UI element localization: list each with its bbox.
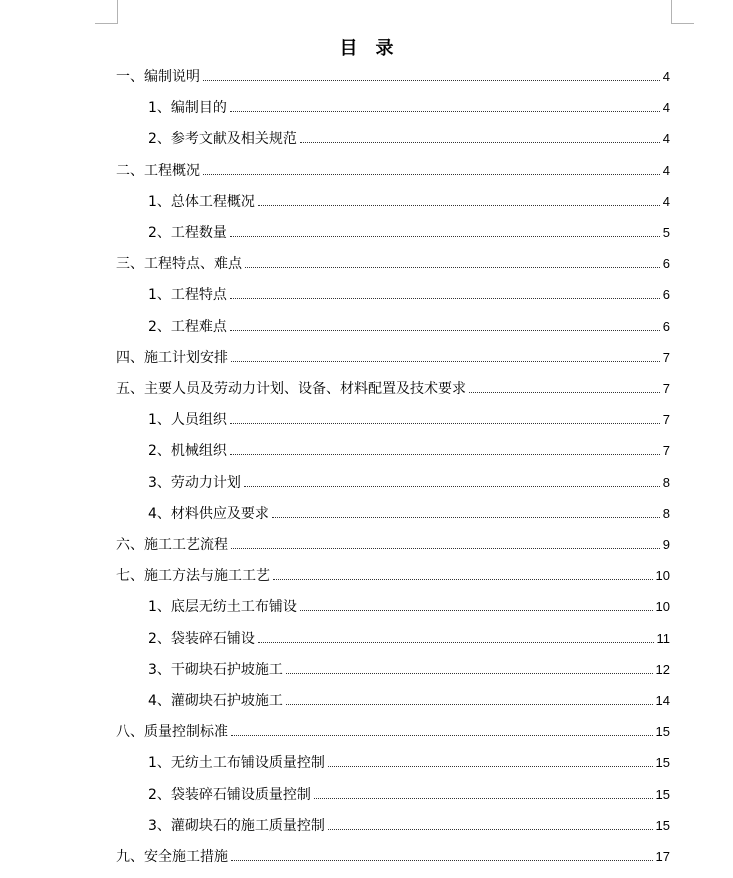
toc-entry-page: 17 bbox=[655, 849, 670, 864]
toc-dot-leader bbox=[300, 129, 660, 143]
toc-entry-page: 10 bbox=[655, 599, 670, 615]
toc-entry[interactable] bbox=[148, 317, 670, 348]
toc-entry-label: 2、工程数量 bbox=[148, 225, 227, 241]
toc-entry-label: 2、工程难点 bbox=[148, 318, 227, 335]
toc-entry-label: 3、灌砌块石的施工质量控制 bbox=[148, 817, 325, 834]
toc-entry-page: 7 bbox=[662, 381, 670, 396]
toc-entry-label: 4、灌砌块石护坡施工 bbox=[148, 693, 283, 709]
toc-entry[interactable] bbox=[148, 285, 670, 316]
toc-entry[interactable] bbox=[148, 816, 670, 847]
toc-dot-leader bbox=[258, 629, 654, 643]
toc-entry-label: 3、干砌块石护坡施工 bbox=[148, 661, 283, 678]
toc-entry-label: 4、材料供应及要求 bbox=[148, 505, 269, 522]
toc-entry[interactable] bbox=[148, 129, 670, 160]
toc-entry[interactable] bbox=[148, 753, 670, 784]
toc-entry-page: 12 bbox=[655, 661, 670, 677]
toc-entry-page: 15 bbox=[655, 817, 670, 833]
toc-entry-label: 一、编制说明 bbox=[116, 69, 200, 85]
toc-entry[interactable] bbox=[116, 67, 670, 98]
toc-entry[interactable] bbox=[116, 161, 670, 192]
toc-entry[interactable] bbox=[116, 847, 670, 878]
toc-dot-leader bbox=[231, 847, 653, 861]
toc-entry-page: 10 bbox=[655, 568, 670, 584]
toc-entry-label: 九、安全施工措施 bbox=[116, 849, 228, 865]
crop-mark-top-right-vertical bbox=[671, 0, 672, 24]
toc-dot-leader bbox=[231, 535, 660, 549]
toc-entry-label: 1、总体工程概况 bbox=[148, 193, 255, 210]
toc-entry-label: 1、底层无纺土工布铺设 bbox=[148, 599, 297, 616]
crop-mark-top-left-horizontal bbox=[95, 23, 118, 24]
toc-entry-page: 14 bbox=[655, 693, 670, 708]
toc-dot-leader bbox=[230, 98, 660, 112]
toc-entry[interactable] bbox=[116, 348, 670, 379]
toc-entry-page: 8 bbox=[662, 474, 670, 490]
toc-dot-leader bbox=[328, 753, 653, 767]
toc-entry[interactable] bbox=[116, 722, 670, 753]
toc-dot-leader bbox=[244, 473, 660, 487]
toc-entry-label: 3、劳动力计划 bbox=[148, 474, 241, 491]
toc-dot-leader bbox=[258, 192, 660, 206]
toc-entry-page: 11 bbox=[656, 630, 670, 646]
toc-entry-page: 15 bbox=[655, 755, 670, 771]
toc-entry-page: 7 bbox=[662, 349, 670, 365]
toc-dot-leader bbox=[230, 223, 660, 237]
toc-entry-page: 6 bbox=[662, 287, 670, 303]
toc-entry[interactable] bbox=[148, 473, 670, 504]
toc-entry[interactable] bbox=[148, 629, 670, 660]
toc-entry-page: 8 bbox=[662, 505, 670, 521]
toc-entry[interactable] bbox=[148, 504, 670, 535]
toc-entry-page: 4 bbox=[662, 69, 670, 84]
toc-entry[interactable] bbox=[116, 535, 670, 566]
toc-entry[interactable] bbox=[148, 441, 670, 472]
toc-entry-page: 6 bbox=[662, 256, 670, 272]
toc-entry[interactable] bbox=[148, 223, 670, 254]
toc-entry-label: 2、机械组织 bbox=[148, 443, 227, 460]
toc-dot-leader bbox=[469, 379, 660, 393]
toc-entry-label: 七、施工方法与施工工艺 bbox=[116, 568, 270, 585]
toc-entry-page: 6 bbox=[662, 318, 670, 334]
toc-dot-leader bbox=[245, 254, 660, 268]
toc-entry-label: 2、参考文献及相关规范 bbox=[148, 131, 297, 148]
toc-entry[interactable] bbox=[148, 597, 670, 628]
toc-title: 目 录 bbox=[339, 38, 394, 59]
toc-entry-page: 15 bbox=[655, 786, 670, 802]
toc-dot-leader bbox=[273, 566, 653, 580]
toc-entry-label: 五、主要人员及劳动力计划、设备、材料配置及技术要求 bbox=[116, 381, 466, 397]
toc-entry-page: 15 bbox=[655, 724, 670, 740]
toc-dot-leader bbox=[231, 348, 660, 362]
toc-entry-label: 六、施工工艺流程 bbox=[116, 537, 228, 553]
toc-entry-page: 9 bbox=[662, 537, 670, 552]
toc-entry-label: 1、人员组织 bbox=[148, 412, 227, 429]
toc-dot-leader bbox=[230, 285, 660, 299]
toc-entry[interactable] bbox=[116, 254, 670, 285]
toc-dot-leader bbox=[231, 722, 653, 736]
toc-dot-leader bbox=[230, 441, 660, 455]
toc-dot-leader bbox=[203, 67, 660, 81]
toc-entry-label: 八、质量控制标准 bbox=[116, 724, 228, 741]
toc-entry-label: 2、袋装碎石铺设 bbox=[148, 630, 255, 647]
toc-entry-label: 1、无纺土工布铺设质量控制 bbox=[148, 755, 325, 772]
toc-entry-page: 4 bbox=[662, 100, 670, 116]
crop-mark-top-right-horizontal bbox=[671, 23, 694, 24]
toc-entry-label: 三、工程特点、难点 bbox=[116, 256, 242, 273]
toc-dot-leader bbox=[286, 660, 653, 674]
toc-entry-page: 4 bbox=[662, 162, 670, 178]
toc-entry-page: 4 bbox=[662, 131, 670, 147]
toc-dot-leader bbox=[328, 816, 653, 830]
toc-entry[interactable] bbox=[148, 98, 670, 129]
toc-entry-label: 二、工程概况 bbox=[116, 162, 200, 179]
toc-entry-label: 1、编制目的 bbox=[148, 100, 227, 117]
toc-entry[interactable] bbox=[148, 410, 670, 441]
toc-dot-leader bbox=[230, 410, 660, 424]
toc-entry[interactable] bbox=[148, 660, 670, 691]
toc-entry-label: 2、袋装碎石铺设质量控制 bbox=[148, 786, 311, 803]
toc-entry[interactable] bbox=[148, 192, 670, 223]
toc-dot-leader bbox=[286, 691, 653, 705]
toc-dot-leader bbox=[300, 597, 653, 611]
toc-entry-label: 四、施工计划安排 bbox=[116, 349, 228, 366]
toc-entry[interactable] bbox=[116, 379, 670, 410]
toc-entry-label: 1、工程特点 bbox=[148, 287, 227, 304]
toc-entry-page: 7 bbox=[662, 443, 670, 459]
toc-dot-leader bbox=[314, 785, 653, 799]
toc-dot-leader bbox=[203, 161, 660, 175]
toc-dot-leader bbox=[230, 317, 660, 331]
toc-entry[interactable] bbox=[116, 566, 670, 597]
toc-entry-page: 5 bbox=[662, 225, 670, 240]
toc-entry[interactable] bbox=[148, 691, 670, 722]
crop-mark-top-left-vertical bbox=[117, 0, 118, 24]
toc-entry-page: 4 bbox=[662, 193, 670, 209]
toc-dot-leader bbox=[272, 504, 660, 518]
toc-entry[interactable] bbox=[148, 785, 670, 816]
toc-entry-page: 7 bbox=[662, 412, 670, 428]
